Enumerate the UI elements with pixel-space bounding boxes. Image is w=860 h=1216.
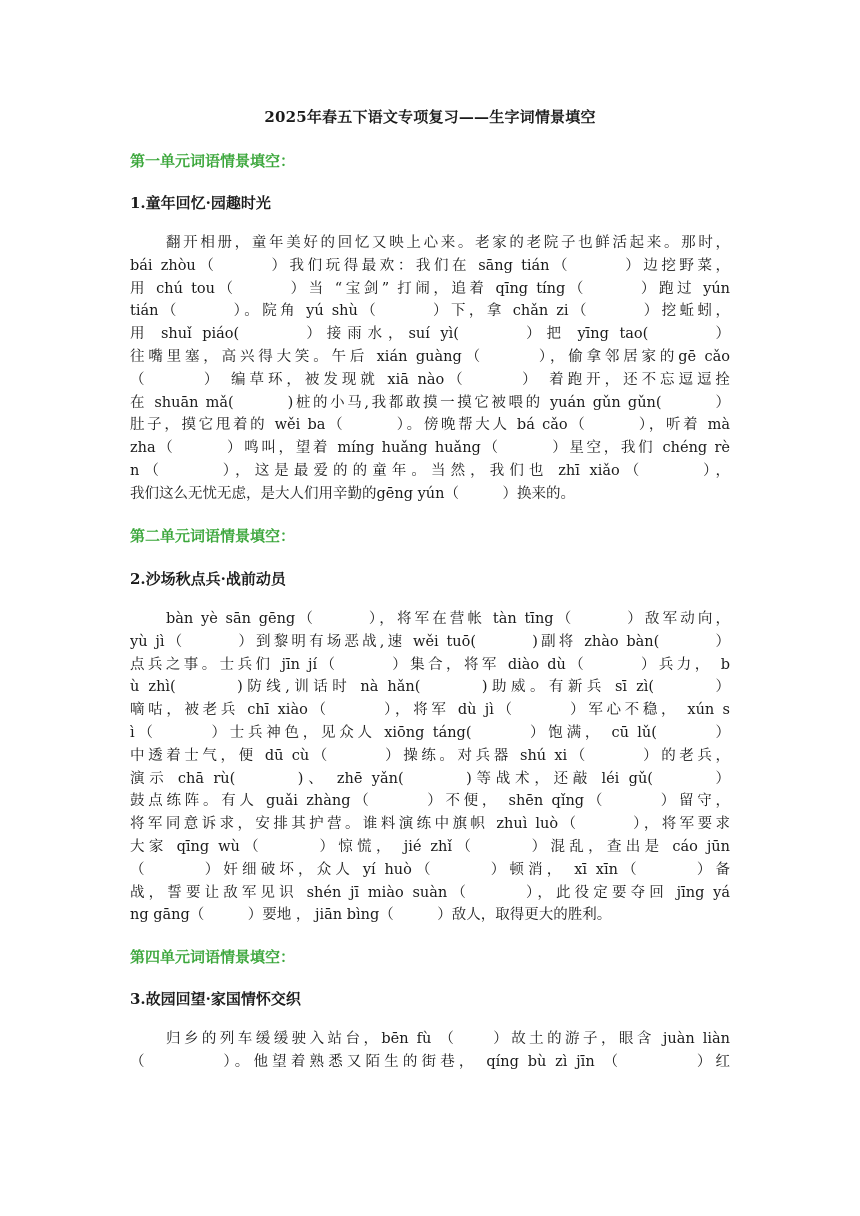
paragraph-line: 翻开相册，童年美好的回忆又映上心来。老家的老院子也鲜活起来。那时， — [166, 235, 730, 251]
paragraph-line: （ ）。他望着熟悉又陌生的街巷， qíng bù zì jīn （ ）红 — [130, 1053, 730, 1070]
paragraph-line: （ ） 编草环，被发现就 xiā nào（ ） 着跑开，还不忘逗逗拴 — [130, 371, 730, 388]
unit-heading-1: 第一单元词语情景填空： — [130, 152, 296, 170]
unit-heading-2: 第二单元词语情景填空： — [130, 527, 296, 545]
document-title: 2025年春五下语文专项复习——生字词情景填空 — [264, 108, 596, 126]
paragraph-line: 战，誓要让敌军见识 shén jī miào suàn（ ），此役定要夺回 jīng yá — [130, 884, 730, 901]
paragraph-line: 在 shuān mǎ( )桩的小马,我都敢摸一摸它被喂的 yuán gǔn gǔn( ） — [130, 394, 730, 411]
paragraph-line: 我们这么无忧无虑，是大人们用辛勤的gēng yún（ ）换来的。 — [130, 485, 575, 502]
paragraph-line: zha（ ）鸣叫，望着 míng huǎng huǎng（ ）星空，我们 chéng rè — [130, 440, 730, 457]
paragraph-line: ù zhì( )防线,训话时 nà hǎn( )助威。有新兵 sī zì( ） — [130, 679, 730, 696]
section-heading-1: 1.童年回忆·园趣时光 — [130, 194, 271, 212]
paragraph-line: 肚子，摸它甩着的 wěi ba（ ）。傍晚帮大人 bá cǎo（ ），听着 mà — [130, 417, 730, 434]
section-heading-2: 2.沙场秋点兵·战前动员 — [130, 570, 286, 588]
paragraph-line: 归乡的列车缓缓驶入站台，bēn fù （ ）故土的游子，眼含 juàn liàn — [166, 1031, 730, 1047]
paragraph-3 — [130, 1028, 730, 1074]
paragraph-line: 演示 chā rù( )、 zhē yǎn( )等战术，还敲 léi gǔ( ） — [130, 770, 730, 787]
paragraph-line: 用 chú tou（ ）当 “宝剑” 打闹，追着 qīng tíng（ ）跑过 yún — [130, 280, 730, 297]
paragraph-line: （ ）奸细破坏，众人 yí huò（ ）顿消， xī xīn（ ）备 — [130, 861, 730, 878]
paragraph-line: ì（ ）士兵神色，见众人 xiōng táng( ）饱满， cū lǔ( ） — [130, 724, 730, 741]
paragraph-line: 鼓点练阵。有人 guǎi zhàng（ ）不便， shēn qǐng（ ）留守， — [130, 793, 730, 810]
paragraph-line: ng gāng（ ）要地 ， jiān bìng（ ）敌人，取得更大的胜利。 — [130, 907, 612, 924]
paragraph-line: bàn yè sān gēng（ ），将军在营帐 tàn tīng（ ）敌军动向， — [166, 611, 730, 627]
paragraph-line: 往嘴里塞，高兴得大笑。午后 xián guàng（ ），偷拿邻居家的gē cǎo — [130, 348, 730, 365]
paragraph-line: 中透着士气，便 dū cù（ ）操练。对兵器 shú xi（ ）的老兵， — [130, 747, 730, 764]
paragraph-line: 将军同意诉求，安排其护营。谁料演练中旗帜 zhuì luò（ ），将军要求 — [130, 816, 730, 833]
paragraph-line: 点兵之事。士兵们 jīn jí（ ）集合，将军 diào dù（ ）兵力， b — [130, 656, 730, 673]
paragraph-line: 大家 qīng wù（ ）惊慌， jié zhǐ（ ）混乱，查出是 cáo jūn — [130, 838, 730, 855]
section-heading-3: 3.故园回望·家国情怀交织 — [130, 990, 301, 1008]
paragraph-line: 嘀咕，被老兵 chī xiào（ ），将军 dù jì（ ）军心不稳， xún s — [130, 702, 730, 719]
paragraph-line: bái zhòu（ ）我们玩得最欢：我们在 sāng tián（ ）边挖野菜， — [130, 257, 730, 274]
paragraph-2 — [130, 608, 730, 927]
paragraph-line: tián（ ）。院角 yú shù（ ）下，拿 chǎn zi（ ）挖蚯蚓， — [130, 303, 730, 320]
paragraph-line: yù jì（ ）到黎明有场恶战,速 wěi tuō( )副将 zhào bàn( ） — [130, 633, 730, 650]
unit-heading-3: 第四单元词语情景填空： — [130, 948, 296, 966]
paragraph-line: 用 shuǐ piáo( ）接雨水，suí yì( ）把 yīng tao( ） — [130, 326, 730, 343]
paragraph-line: n（ ），这是最爱的的童年。当然，我们也 zhī xiǎo（ ）， — [130, 462, 730, 479]
paragraph-1 — [130, 232, 730, 506]
